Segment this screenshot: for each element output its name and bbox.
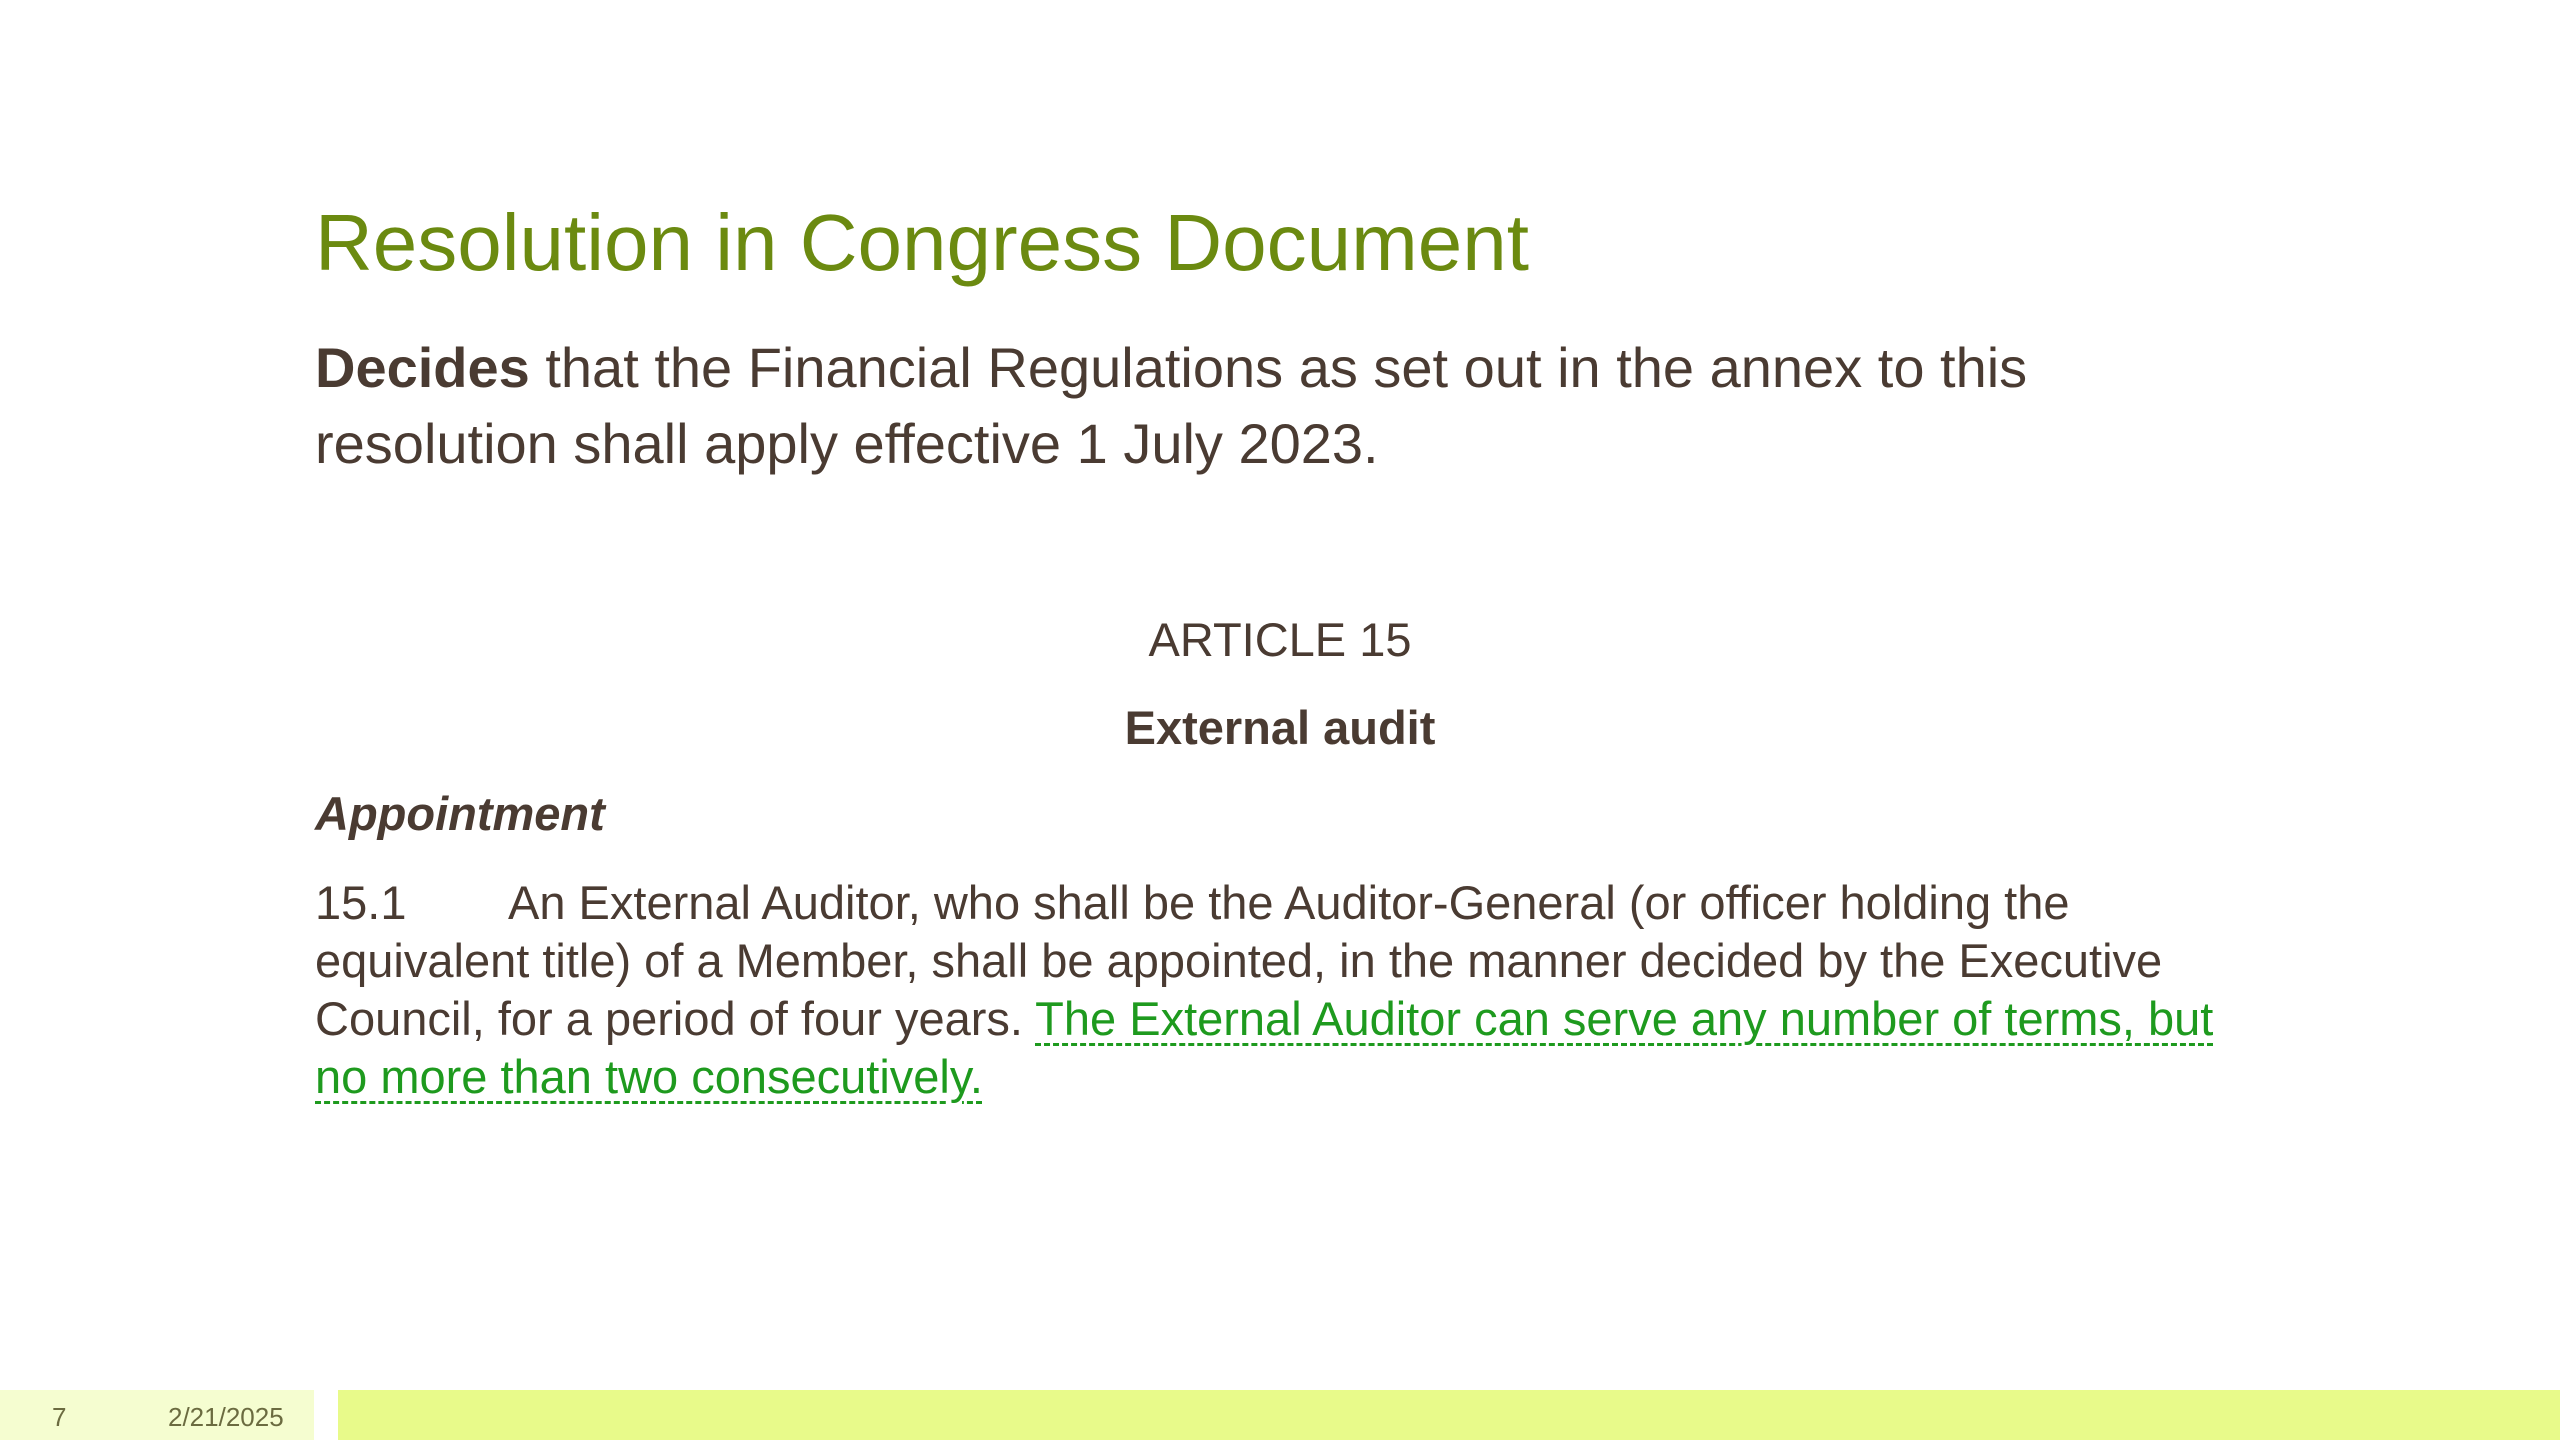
footer-bar [338, 1390, 2560, 1440]
footer-date: 2/21/2025 [168, 1402, 284, 1432]
decision-statement [315, 330, 2195, 482]
article-number: ARTICLE 15 [1148, 613, 1412, 666]
decision-text: that the Financial Regulations as set out in the annex to this resolution shall apply effective 1 July 2023. [315, 336, 2028, 475]
slide-title: Resolution in Congress Document [315, 198, 1529, 287]
paragraph-number: 15.1 [315, 876, 407, 929]
article-heading: External audit [1124, 701, 1436, 754]
slide-number: 7 [52, 1402, 67, 1432]
tracked-insertion: The External Auditor can serve any number of terms, but no more than two consecutively. [315, 992, 2214, 1103]
section-subheading: Appointment [315, 787, 605, 840]
article-paragraph [315, 874, 2250, 1106]
decision-lead: Decides [315, 336, 530, 399]
paragraph-text: An External Auditor, who shall be the Auditor-General (or officer holding the equivalent title) of a Member, shall be appointed, in the manner decided by the Executive Council, for a period of four years. [315, 876, 2163, 1045]
